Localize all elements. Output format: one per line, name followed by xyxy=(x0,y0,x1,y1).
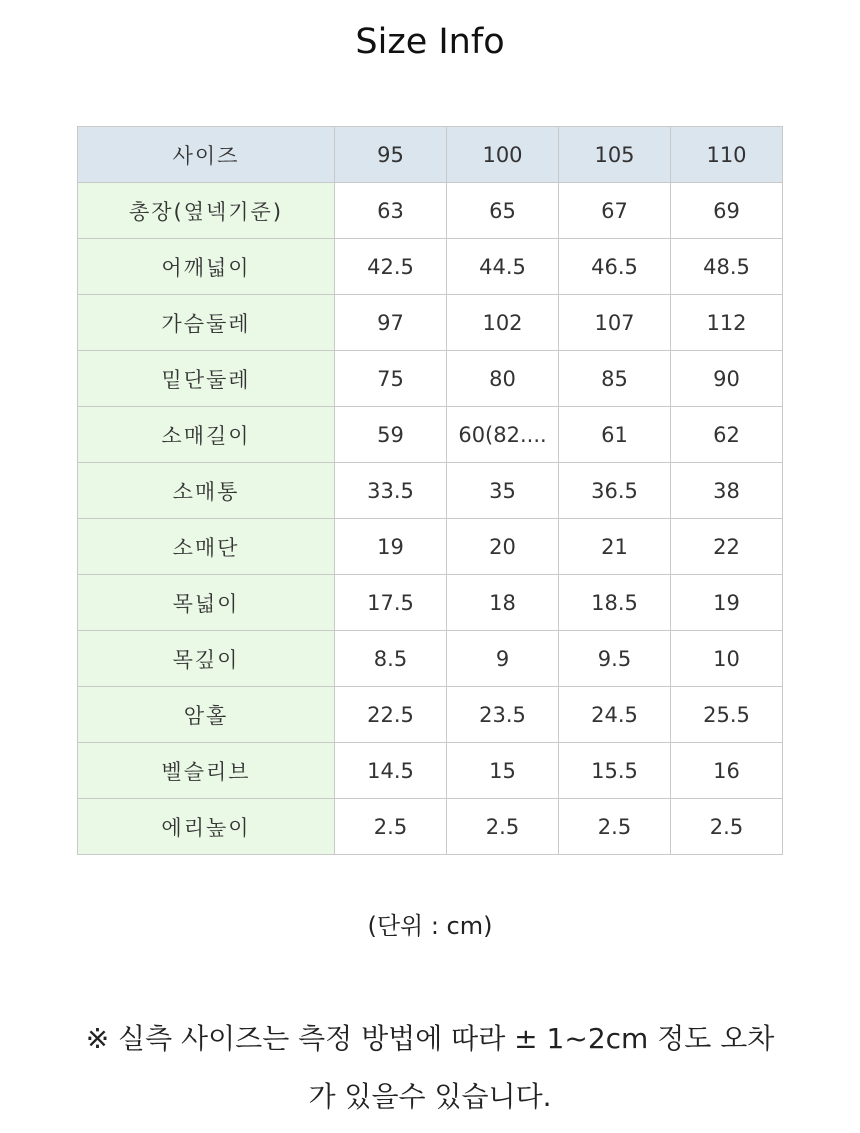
measurement-cell: 9 xyxy=(447,631,559,687)
table-row xyxy=(78,183,783,239)
measurement-cell: 44.5 xyxy=(447,239,559,295)
measurement-cell: 18 xyxy=(447,575,559,631)
measurement-cell: 112 xyxy=(671,295,783,351)
row-label-cell: 에리높이 xyxy=(78,799,335,855)
table-row xyxy=(78,295,783,351)
table-row xyxy=(78,463,783,519)
table-row xyxy=(78,519,783,575)
row-label-cell: 암홀 xyxy=(78,687,335,743)
measurement-cell: 24.5 xyxy=(559,687,671,743)
measurement-cell: 19 xyxy=(671,575,783,631)
measurement-cell: 10 xyxy=(671,631,783,687)
measurement-cell: 18.5 xyxy=(559,575,671,631)
measurement-cell: 15.5 xyxy=(559,743,671,799)
disclaimer xyxy=(40,1010,820,1126)
row-label-cell: 벨슬리브 xyxy=(78,743,335,799)
measurement-cell: 38 xyxy=(671,463,783,519)
row-label-cell: 총장(옆넥기준) xyxy=(78,183,335,239)
measurement-cell: 23.5 xyxy=(447,687,559,743)
size-table xyxy=(77,126,783,855)
row-label-cell: 목넓이 xyxy=(78,575,335,631)
measurement-cell: 69 xyxy=(671,183,783,239)
measurement-cell: 33.5 xyxy=(335,463,447,519)
measurement-cell: 36.5 xyxy=(559,463,671,519)
row-label-cell: 가슴둘레 xyxy=(78,295,335,351)
unit-note: (단위 : cm) xyxy=(367,912,493,940)
measurement-cell: 102 xyxy=(447,295,559,351)
table-row xyxy=(78,351,783,407)
table-row xyxy=(78,239,783,295)
row-label-cell: 소매단 xyxy=(78,519,335,575)
measurement-cell: 46.5 xyxy=(559,239,671,295)
measurement-cell: 17.5 xyxy=(335,575,447,631)
size-header-cell: 95 xyxy=(335,127,447,183)
measurement-cell: 97 xyxy=(335,295,447,351)
measurement-cell: 2.5 xyxy=(335,799,447,855)
measurement-cell: 67 xyxy=(559,183,671,239)
measurement-cell: 2.5 xyxy=(447,799,559,855)
size-table-body xyxy=(78,127,783,855)
measurement-cell: 21 xyxy=(559,519,671,575)
measurement-cell: 22 xyxy=(671,519,783,575)
table-row xyxy=(78,631,783,687)
measurement-cell: 15 xyxy=(447,743,559,799)
size-header-cell: 105 xyxy=(559,127,671,183)
table-row xyxy=(78,407,783,463)
measurement-cell: 2.5 xyxy=(671,799,783,855)
measurement-cell: 25.5 xyxy=(671,687,783,743)
table-row xyxy=(78,799,783,855)
measurement-cell: 16 xyxy=(671,743,783,799)
row-label-cell: 어깨넓이 xyxy=(78,239,335,295)
measurement-cell: 35 xyxy=(447,463,559,519)
size-header-cell: 110 xyxy=(671,127,783,183)
measurement-cell: 59 xyxy=(335,407,447,463)
measurement-cell: 90 xyxy=(671,351,783,407)
row-label-cell: 목깊이 xyxy=(78,631,335,687)
measurement-cell: 8.5 xyxy=(335,631,447,687)
measurement-cell: 65 xyxy=(447,183,559,239)
measurement-cell: 80 xyxy=(447,351,559,407)
row-label-cell: 소매길이 xyxy=(78,407,335,463)
measurement-cell: 48.5 xyxy=(671,239,783,295)
measurement-cell: 14.5 xyxy=(335,743,447,799)
measurement-cell: 63 xyxy=(335,183,447,239)
measurement-cell: 19 xyxy=(335,519,447,575)
measurement-cell: 62 xyxy=(671,407,783,463)
table-header-row xyxy=(78,127,783,183)
row-label-cell: 밑단둘레 xyxy=(78,351,335,407)
measurement-cell: 75 xyxy=(335,351,447,407)
measurement-cell: 107 xyxy=(559,295,671,351)
page-title: Size Info xyxy=(355,22,505,62)
measurement-cell: 22.5 xyxy=(335,687,447,743)
size-header-cell: 100 xyxy=(447,127,559,183)
table-row xyxy=(78,743,783,799)
header-label-cell: 사이즈 xyxy=(78,127,335,183)
measurement-cell: 61 xyxy=(559,407,671,463)
table-row xyxy=(78,575,783,631)
table-row xyxy=(78,687,783,743)
disclaimer-line-2: 가 있을수 있습니다. xyxy=(308,1080,552,1113)
disclaimer-line-1: ※ 실측 사이즈는 측정 방법에 따라 ± 1~2cm 정도 오차 xyxy=(85,1022,775,1055)
measurement-cell: 42.5 xyxy=(335,239,447,295)
measurement-cell: 85 xyxy=(559,351,671,407)
measurement-cell: 2.5 xyxy=(559,799,671,855)
measurement-cell: 20 xyxy=(447,519,559,575)
row-label-cell: 소매통 xyxy=(78,463,335,519)
measurement-cell: 60(82.... xyxy=(447,407,559,463)
measurement-cell: 9.5 xyxy=(559,631,671,687)
